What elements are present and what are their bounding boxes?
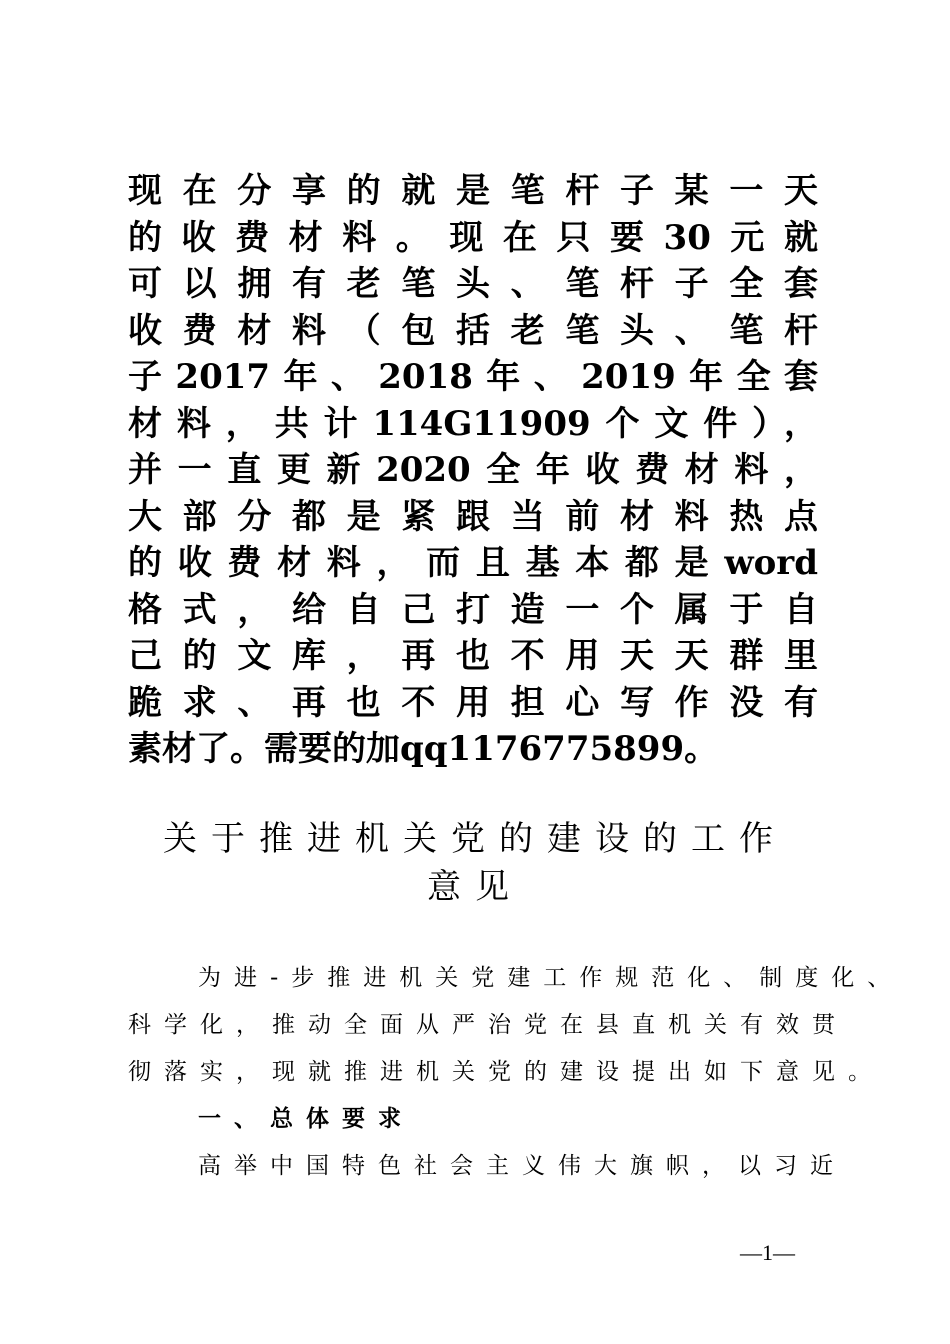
intro-line-1: 为进-步推进机关党建工作规范化、制度化、	[198, 965, 904, 991]
title-line-2: 意见	[427, 867, 523, 907]
promo-line: 的收费材料，而且基本都是word	[128, 543, 818, 583]
promo-line: 材料，共计114G11909个文件），	[128, 403, 818, 444]
promo-line: 收费材料（包括老笔头、笔杆	[128, 310, 818, 351]
promo-line: 可以拥有老笔头、笔杆子全套	[128, 264, 818, 304]
promo-line: 的收费材料。现在只要30元就	[128, 217, 818, 258]
promo-line: 跪求、再也不用担心写作没有	[128, 682, 818, 723]
document-body	[128, 955, 904, 1190]
promo-line: 现在分享的就是笔杆子某一天	[128, 171, 818, 211]
promo-line: 格式，给自己打造一个属于自	[128, 589, 818, 630]
section-heading: 一、总体要求	[198, 1106, 414, 1132]
promo-line: 子2017年、2018年、2019年全套	[128, 357, 818, 397]
title-line-1: 关于推进机关党的建设的工作	[163, 819, 787, 859]
promo-paragraph	[128, 168, 818, 773]
promo-line: 己的文库，再也不用天天群里	[128, 636, 818, 676]
document-title	[140, 815, 810, 911]
page-number: —1—	[740, 1240, 795, 1265]
intro-line-3: 彻落实，现就推进机关党的建设提出如下意见。	[128, 1059, 884, 1085]
promo-line: 大部分都是紧跟当前材料热点	[128, 496, 818, 537]
promo-line: 素材了。需要的加qq1176775899。	[128, 729, 719, 769]
intro-line-2: 科学化，推动全面从严治党在县直机关有效贯	[128, 1012, 848, 1038]
promo-line: 并一直更新2020全年收费材料，	[128, 450, 818, 490]
section-line-1: 高举中国特色社会主义伟大旗帜，以习近	[198, 1153, 846, 1179]
